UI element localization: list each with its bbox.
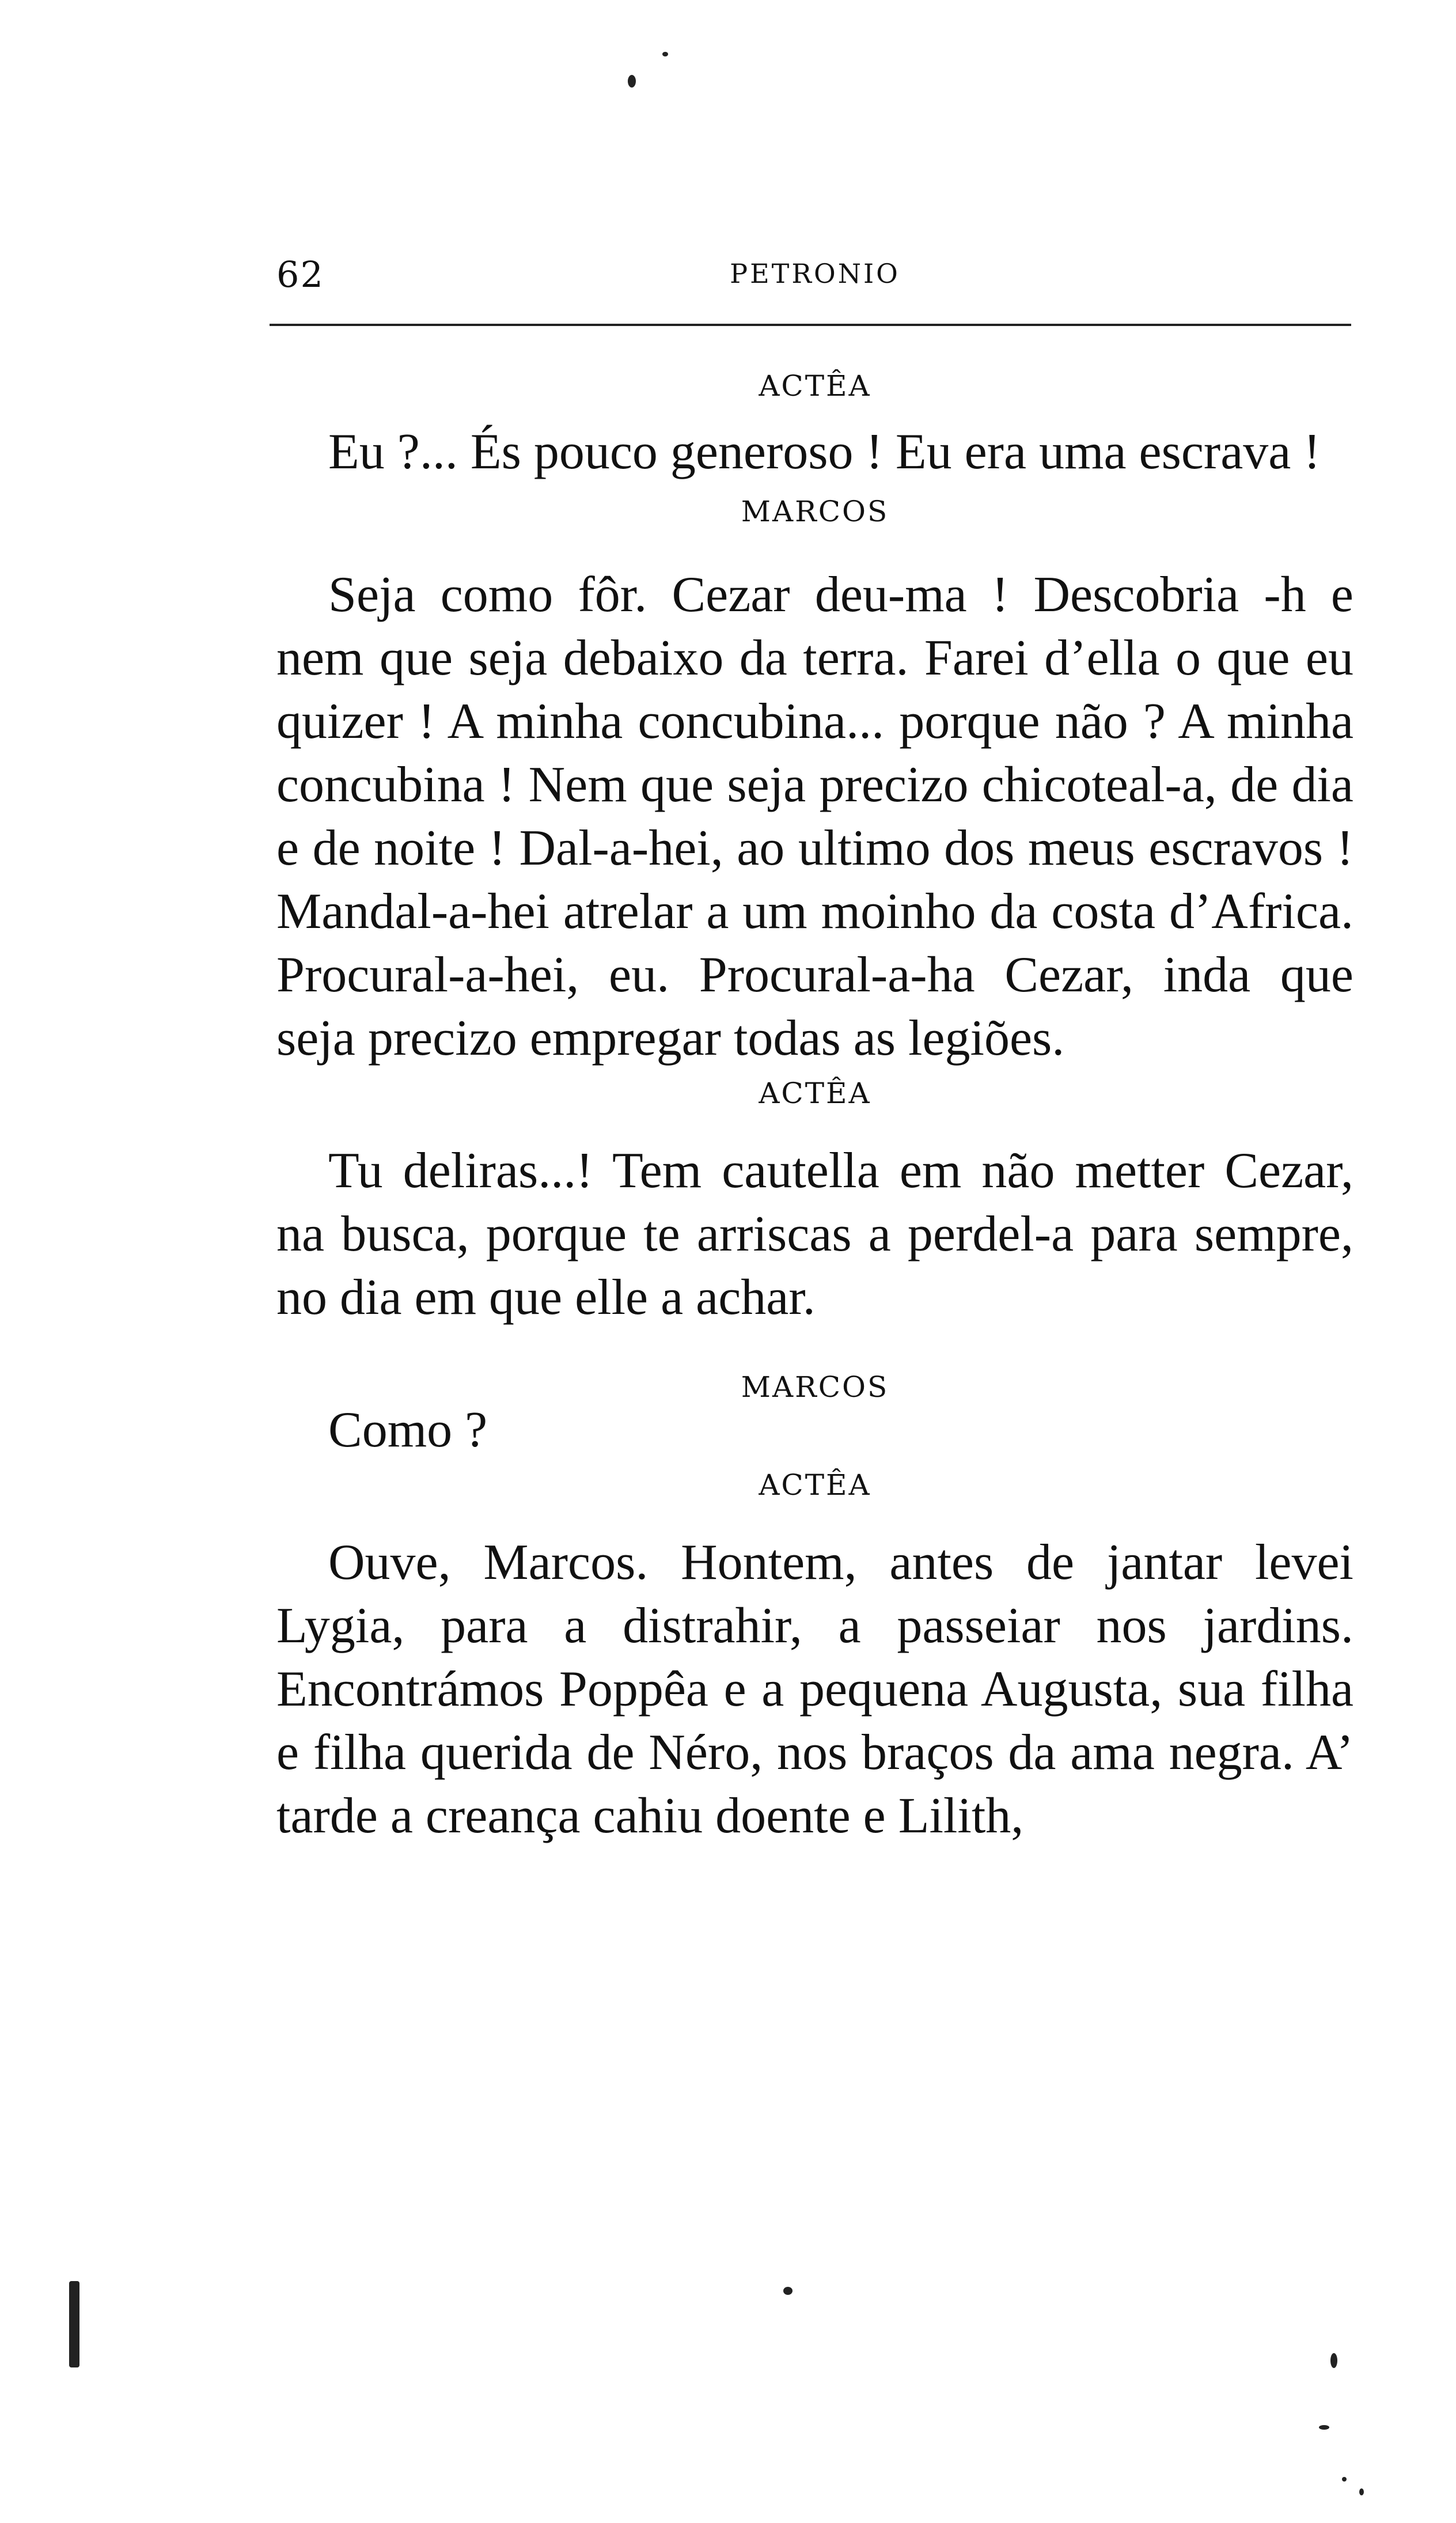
speech-paragraph: Tu deliras...! Tem cautella em não metter Cezar, na busca, porque te arriscas a perdel-a para sempre, no dia em que elle a achar. xyxy=(276,1143,1353,1325)
speech-paragraph: Eu ?... És pouco generoso ! Eu era uma escrava ! xyxy=(328,424,1321,480)
page-header xyxy=(276,253,1353,300)
page-number: 62 xyxy=(276,253,324,296)
speaker-name: MARCOS xyxy=(741,495,889,528)
header-rule xyxy=(270,324,1351,326)
speech-paragraph: Seja como fôr. Cezar deu-ma ! Descobria -h e nem que seja debaixo da terra. Farei d’ella o que eu quizer ! A minha concubina... porque não ? A minha concubina ! Nem que seja precizo chicoteal-a, de dia e de noite ! Dal-a-hei, ao ultimo dos meus escravos ! Mandal-a-hei atrelar a um moinho da costa d’Africa. Procural-a-hei, eu. Procural-a-ha Cezar, inda que seja precizo empregar todas as legiões. xyxy=(276,567,1353,1066)
speech-paragraph: Como ? xyxy=(328,1402,488,1458)
page-body xyxy=(276,363,1353,1848)
speaker-name: ACTÊA xyxy=(759,369,871,403)
running-title: PETRONIO xyxy=(730,258,900,289)
speaker-name: ACTÊA xyxy=(759,1077,871,1110)
speaker-name: ACTÊA xyxy=(759,1468,871,1502)
speech-paragraph: Ouve, Marcos. Hontem, antes de jantar levei Lygia, para a distrahir, a passeiar nos jardins. Encontrámos Poppêa e a pequena Augusta, sua filha e filha querida de Néro, nos braços da ama negra. A’ tarde a creança cahiu doente e Lilith, xyxy=(276,1535,1353,1844)
speaker-name: MARCOS xyxy=(741,1370,889,1404)
